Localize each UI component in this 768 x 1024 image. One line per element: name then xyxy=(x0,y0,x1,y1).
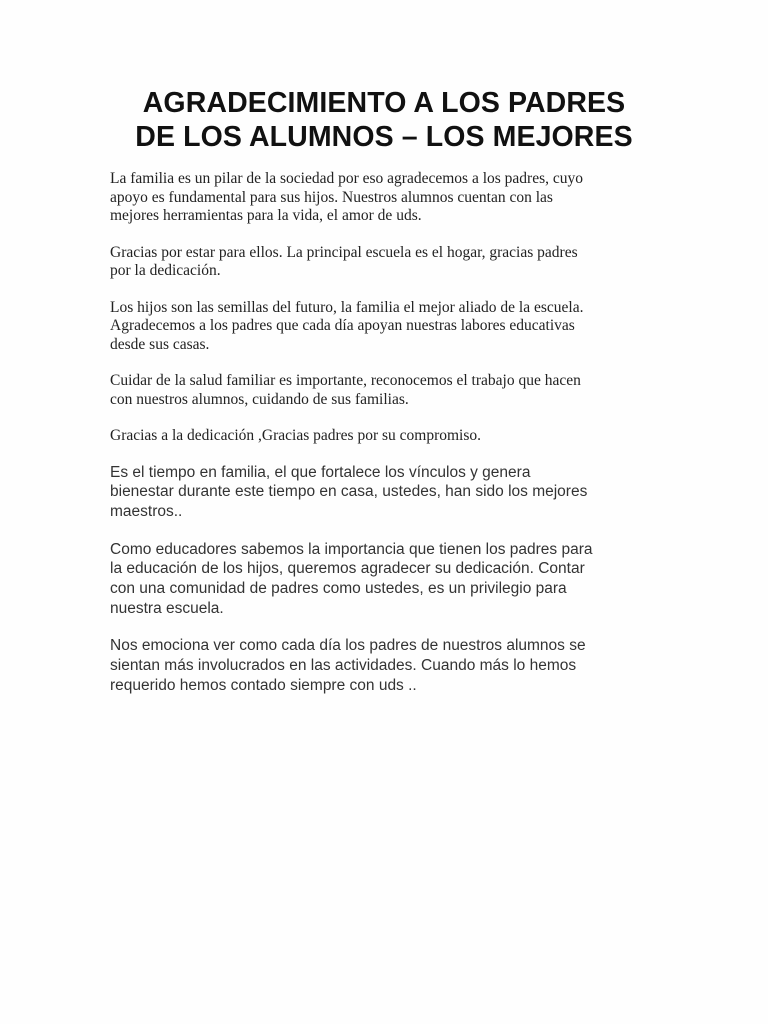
paragraph-3 xyxy=(110,299,670,355)
paragraph-line: Nos emociona ver como cada día los padres de nuestros alumnos se xyxy=(110,637,586,655)
paragraph-2 xyxy=(110,244,670,281)
paragraph-line: Los hijos son las semillas del futuro, la familia el mejor aliado de la escuela. xyxy=(110,298,584,316)
paragraph-line: Gracias a la dedicación ,Gracias padres por su compromiso. xyxy=(110,427,482,444)
paragraph-line: desde sus casas. xyxy=(110,335,210,353)
title-line-1: AGRADECIMIENTO A LOS PADRES xyxy=(142,87,626,119)
title-line-2: DE LOS ALUMNOS – LOS MEJORES xyxy=(135,121,633,153)
paragraph-line: Es el tiempo en familia, el que fortalece los vínculos y genera xyxy=(110,463,531,481)
paragraph-line: requerido hemos contado siempre con uds .. xyxy=(110,676,417,694)
paragraph-line: sientan más involucrados en las actividades. Cuando más lo hemos xyxy=(110,657,577,675)
paragraph-1 xyxy=(110,170,670,226)
paragraph-line: con nuestros alumnos, cuidando de sus familias. xyxy=(110,390,409,408)
paragraph-line: Gracias por estar para ellos. La principal escuela es el hogar, gracias padres xyxy=(110,243,578,261)
paragraph-line: Agradecemos a los padres que cada día apoyan nuestras labores educativas xyxy=(110,317,575,334)
paragraph-8 xyxy=(110,636,670,695)
paragraph-6 xyxy=(110,463,670,522)
paragraph-line: Como educadores sabemos la importancia que tienen los padres para xyxy=(110,540,593,558)
paragraph-4 xyxy=(110,372,670,409)
paragraph-5 xyxy=(110,427,670,446)
paragraph-line: mejores herramientas para la vida, el amor de uds. xyxy=(110,207,422,224)
paragraph-line: nuestra escuela. xyxy=(110,599,224,617)
paragraph-line: con una comunidad de padres como ustedes, es un privilegio para xyxy=(110,580,567,598)
paragraph-line: Cuidar de la salud familiar es importante, reconocemos el trabajo que hacen xyxy=(110,372,581,389)
document-title xyxy=(60,86,708,154)
paragraph-line: bienestar durante este tiempo en casa, ustedes, han sido los mejores xyxy=(110,483,588,501)
paragraph-line: maestros.. xyxy=(110,502,183,520)
paragraph-line: por la dedicación. xyxy=(110,262,221,279)
paragraph-line: La familia es un pilar de la sociedad por eso agradecemos a los padres, cuyo xyxy=(110,170,583,187)
paragraph-7 xyxy=(110,540,670,619)
document-body xyxy=(110,170,670,714)
paragraph-line: apoyo es fundamental para sus hijos. Nuestros alumnos cuentan con las xyxy=(110,188,553,206)
paragraph-line: la educación de los hijos, queremos agradecer su dedicación. Contar xyxy=(110,560,585,578)
